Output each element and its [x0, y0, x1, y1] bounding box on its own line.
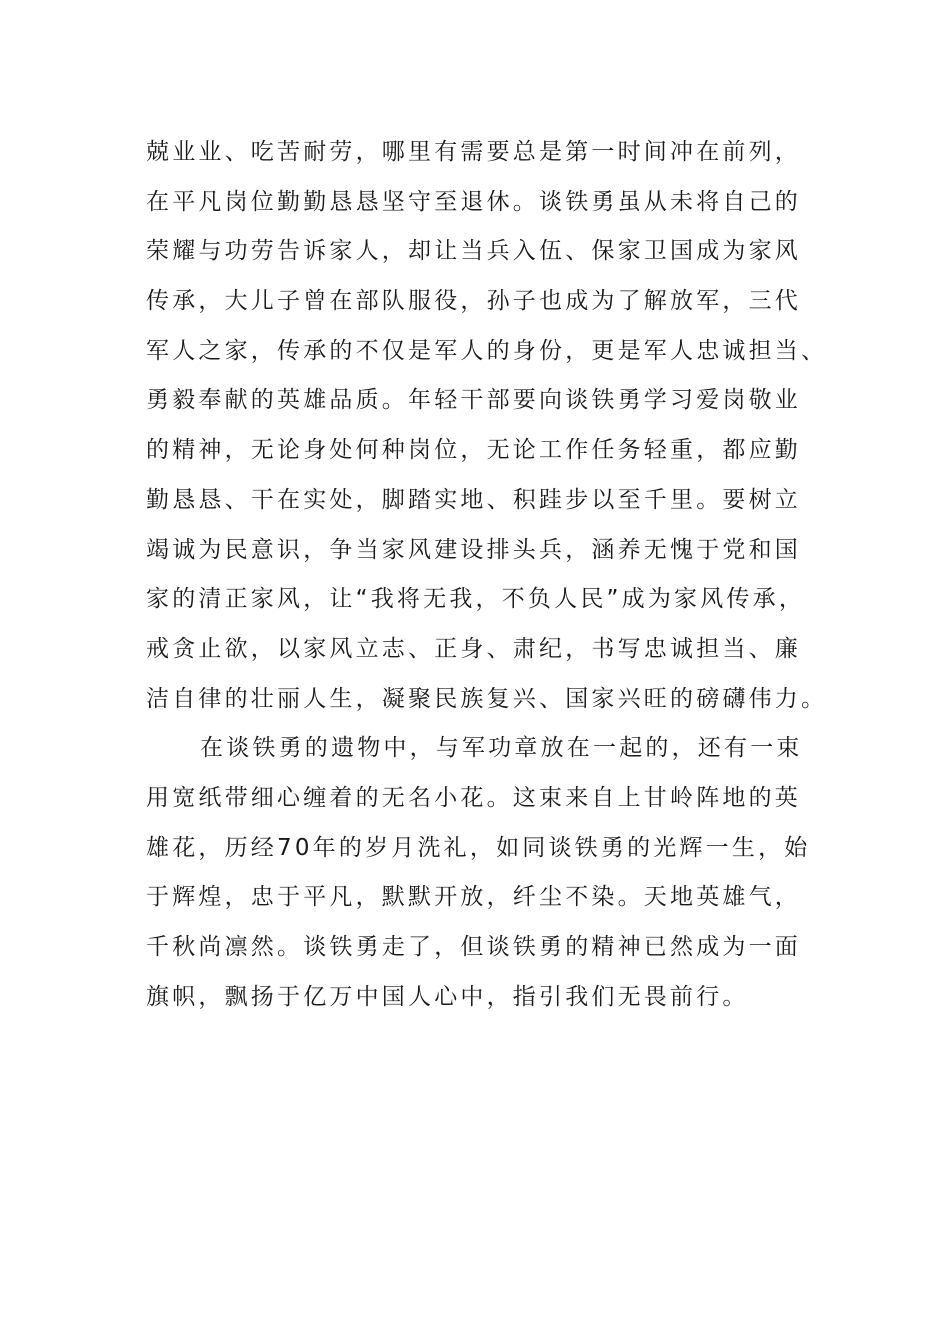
body-text — [146, 128, 828, 1022]
paragraph — [146, 724, 811, 1022]
text-line: 勇毅奉献的英雄品质。年轻干部要向谈铁勇学习爱岗敬业 — [146, 387, 801, 414]
text-line: 千秋尚凛然。谈铁勇走了，但谈铁勇的精神已然成为一面 — [146, 934, 801, 960]
text-line: 雄花，历经70年的岁月洗礼，如同谈铁勇的光辉一生，始 — [146, 834, 811, 861]
text-line: 旗帜，飘扬于亿万中国人心中，指引我们无畏前行。 — [146, 983, 749, 1010]
text-line: 荣耀与功劳告诉家人，却让当兵入伍、保家卫国成为家风 — [146, 238, 801, 265]
text-line: 在平凡岗位勤勤恳恳坚守至退休。谈铁勇虽从未将自己的 — [146, 188, 801, 215]
text-line: 于辉煌，忠于平凡，默默开放，纤尘不染。天地英雄气， — [146, 884, 801, 911]
text-line: 竭诚为民意识，争当家风建设排头兵，涵养无愧于党和国 — [146, 536, 801, 563]
text-line: 军人之家，传承的不仅是军人的身份，更是军人忠诚担当、 — [146, 337, 828, 364]
text-line: 在谈铁勇的遗物中，与军功章放在一起的，还有一束 — [200, 735, 803, 762]
text-line: 洁自律的壮丽人生，凝聚民族复兴、国家兴旺的磅礴伟力。 — [146, 685, 828, 712]
paragraph — [146, 128, 828, 724]
text-line: 兢业业、吃苦耐劳，哪里有需要总是第一时间冲在前列， — [146, 139, 801, 165]
text-line: 勤恳恳、干在实处，脚踏实地、积跬步以至千里。要树立 — [146, 486, 801, 513]
text-line: 用宽纸带细心缠着的无名小花。这束来自上甘岭阵地的英 — [146, 784, 801, 811]
text-line: 传承，大儿子曾在部队服役，孙子也成为了解放军，三代 — [146, 288, 801, 315]
text-line: 家的清正家风，让“我将无我，不负人民”成为家风传承， — [146, 586, 806, 613]
text-line: 的精神，无论身处何种岗位，无论工作任务轻重，都应勤 — [146, 437, 801, 464]
text-line: 戒贪止欲，以家风立志、正身、肃纪，书写忠诚担当、廉 — [146, 635, 801, 662]
